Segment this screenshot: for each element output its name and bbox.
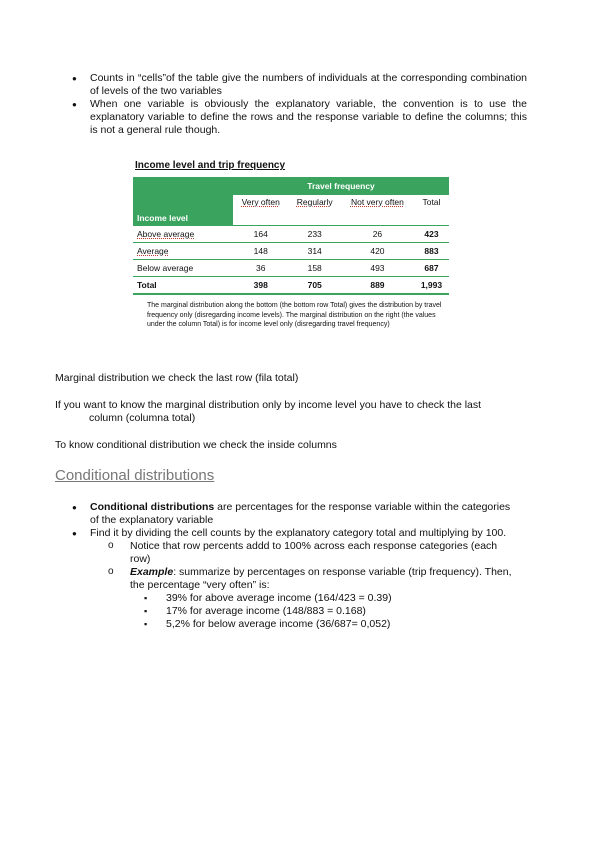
bullet-convention: ● When one variable is obviously the explanatory variable, the convention is to use the explanatory variable to define the rows and the response variable to define the columns; this is not a general rule though.	[72, 98, 527, 137]
sub-list	[90, 540, 512, 631]
sub-item-example: o Example: summarize by percentages on response variable (trip frequency). Then, the percentage “very often” is: ▪ 39% for above average income (164/423 = 0.39) ▪ 17% for average income (148/883 = 0.168) ▪ 5,2% for below average income (36/687= 0,052)	[108, 566, 512, 631]
table-row	[133, 226, 449, 243]
list-item: ▪ 39% for above average income (164/423 = 0.39)	[144, 592, 512, 605]
table-cell: 687	[414, 260, 449, 277]
col-header: Regularly	[288, 195, 341, 226]
list-item: ▪ 5,2% for below average income (36/687= 0,052)	[144, 618, 512, 631]
table-cell: 883	[414, 243, 449, 260]
figure-caption: The marginal distribution along the bottom (the bottom row Total) gives the distribution by travel frequency only (disregarding income levels). The marginal distribution on the right (the values under the column Total) is for income level only (disregarding travel frequency)	[147, 302, 442, 328]
row-label: Below average	[133, 260, 233, 277]
table-row-total	[133, 277, 449, 295]
sub-item-row-percents: o Notice that row percents addd to 100% across each response categories (each row)	[108, 540, 512, 566]
row-label: Total	[133, 277, 233, 295]
table-cell: 233	[288, 226, 341, 243]
band-label: Travel frequency	[233, 177, 449, 195]
table-cell: 493	[341, 260, 414, 277]
table-cell: 705	[288, 277, 341, 295]
table-cell: 26	[341, 226, 414, 243]
table-cell: 398	[233, 277, 288, 295]
section-heading: Conditional distributions	[55, 467, 215, 484]
col-header: Total	[414, 195, 449, 226]
table-cell: 158	[288, 260, 341, 277]
conditional-bullet-list	[72, 501, 512, 631]
figure-title: Income level and trip frequency	[135, 160, 286, 171]
table-cell: 889	[341, 277, 414, 295]
col-header: Not very often	[341, 195, 414, 226]
paragraph-marginal-column: If you want to know the marginal distribution only by income level you have to check the last column (columna total)	[55, 399, 482, 424]
table-cell: 36	[233, 260, 288, 277]
paragraph-marginal-row: Marginal distribution we check the last row (fila total)	[55, 372, 299, 384]
col-header: Very often	[233, 195, 288, 226]
table-cell: 314	[288, 243, 341, 260]
list-item: ▪ 17% for average income (148/883 = 0.168)	[144, 605, 512, 618]
bullet-cells: ● Counts in “cells”of the table give the numbers of individuals at the corresponding combination of levels of the two variables	[72, 72, 527, 98]
example-list	[130, 592, 512, 631]
table-row	[133, 260, 449, 277]
paragraph-conditional: To know conditional distribution we check the inside columns	[55, 439, 337, 451]
bullet-definition: ● Conditional distributions are percentages for the response variable within the categories of the explanatory variable	[72, 501, 512, 527]
bullet-how-to: ● Find it by dividing the cell counts by the explanatory category total and multiplying by 100. o Notice that row percents addd to 100% across each response categories (each row) o Example: summarize by percentages on response variable (trip frequency). Then, the percentage “very often” is: ▪ 39% for above average income (164/423 = 0.39) ▪ 17% for average income (148/883 = 0.168) ▪ 5,2% for below average income (36/687= 0,052)	[72, 527, 512, 631]
row-label: Average	[137, 246, 169, 256]
row-header: Income level	[133, 195, 233, 226]
table-cell: 423	[414, 226, 449, 243]
intro-bullet-list	[72, 72, 527, 137]
table-cell: 148	[233, 243, 288, 260]
table-cell: 1,993	[414, 277, 449, 295]
row-label: Above average	[137, 229, 195, 239]
table-row	[133, 243, 449, 260]
frequency-table	[133, 177, 449, 295]
table-cell: 420	[341, 243, 414, 260]
table-cell: 164	[233, 226, 288, 243]
table-figure	[133, 160, 453, 330]
